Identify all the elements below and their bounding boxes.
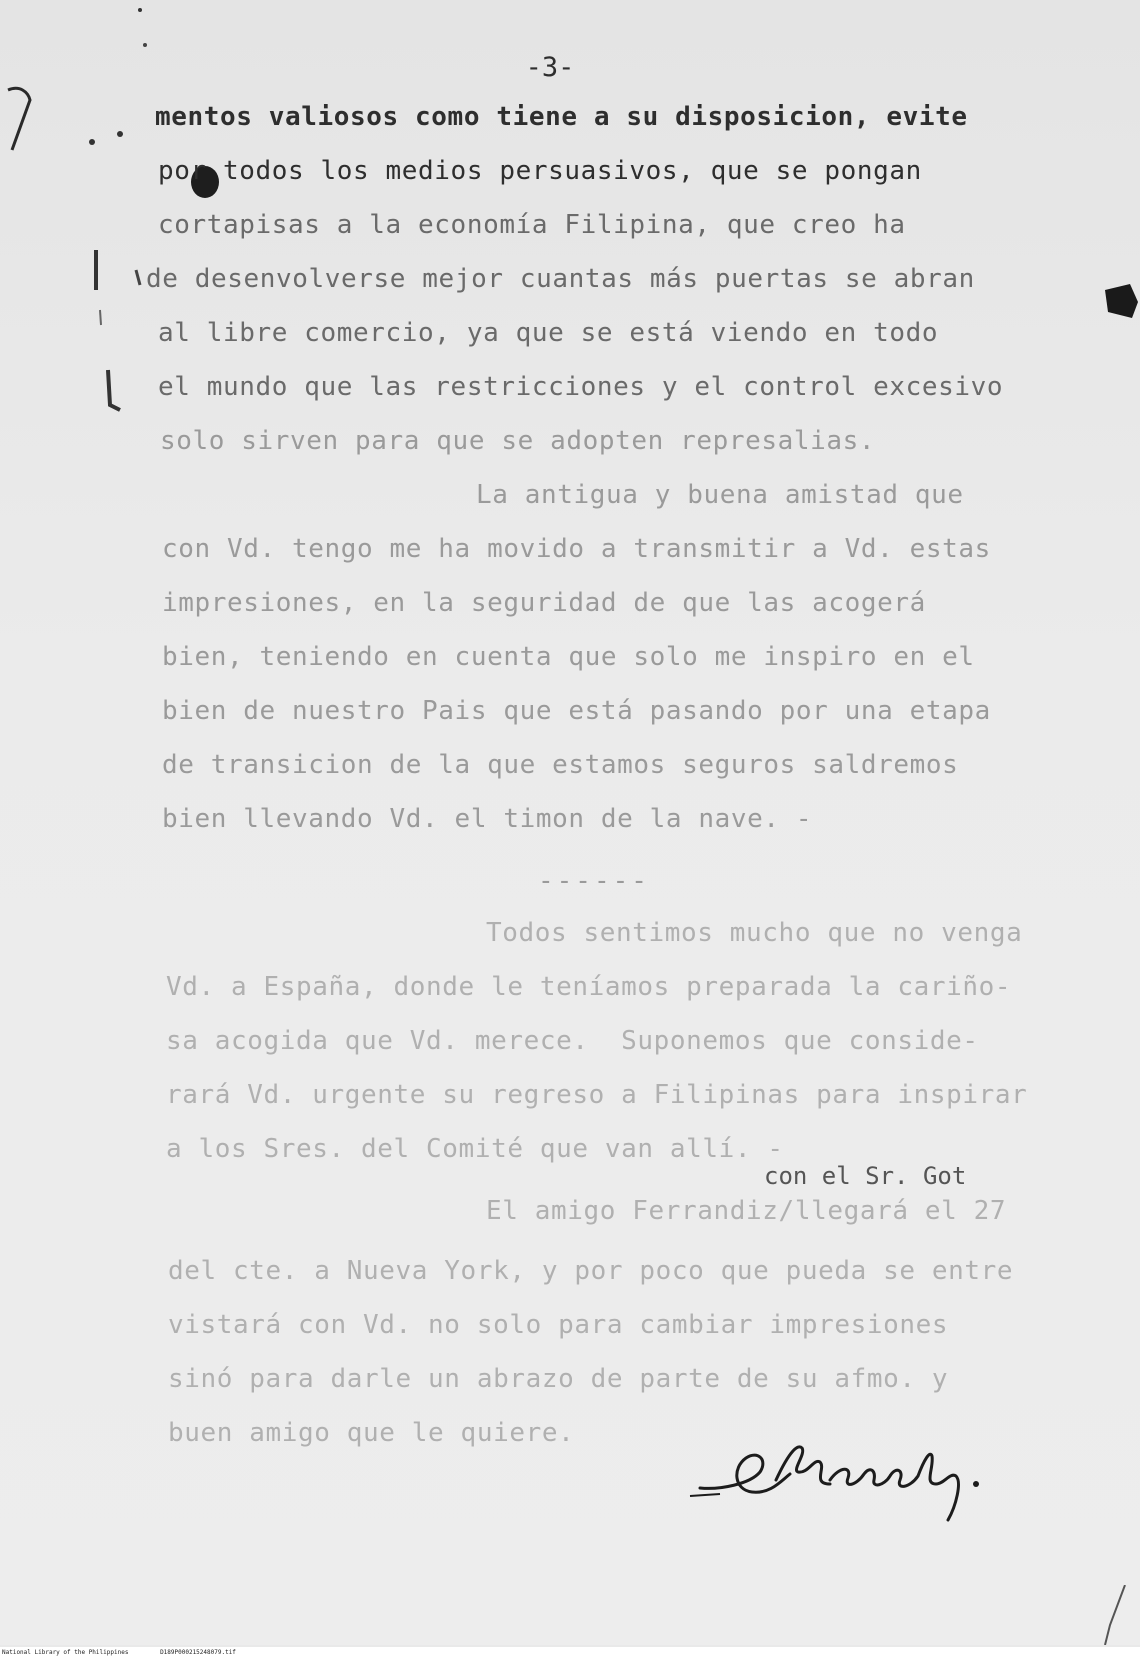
text-line-21: del cte. a Nueva York, y por poco que pueda se entre (168, 1256, 1014, 1286)
text-line-1: mentos valiosos como tiene a su disposicion, evite (155, 102, 968, 132)
text-line-11: bien, teniendo en cuenta que solo me inspiro en el (162, 642, 975, 672)
text-line-4: de desenvolverse mejor cuantas más puertas se abran (146, 264, 975, 294)
text-line-10: impresiones, en la seguridad de que las acogerá (162, 588, 926, 618)
separator-line: ------ (538, 866, 650, 896)
text-line-7: solo sirven para que se adopten represalias. (160, 426, 876, 456)
text-line-3: cortapisas a la economía Filipina, que creo ha (158, 210, 906, 240)
text-line-20: El amigo Ferrandiz/llegará el 27 (486, 1196, 1007, 1226)
text-line-19: a los Sres. del Comité que van allí. - (166, 1134, 784, 1164)
corner-mark (1100, 1585, 1130, 1645)
text-line-12: bien de nuestro Pais que está pasando por una etapa (162, 696, 991, 726)
edge-blot (1100, 282, 1140, 322)
footer-file: D189P000215248079.tif (160, 1649, 236, 1656)
text-line-18: rará Vd. urgente su regreso a Filipinas para inspirar (166, 1080, 1028, 1110)
text-line-13: de transicion de la que estamos seguros saldremos (162, 750, 959, 780)
interlinear-insertion: con el Sr. Got (764, 1162, 967, 1190)
text-line-8: La antigua y buena amistad que (476, 480, 964, 510)
text-line-2: por todos los medios persuasivos, que se pongan (158, 156, 922, 186)
text-line-23: sinó para darle un abrazo de parte de su afmo. y (168, 1364, 949, 1394)
scan-footer (0, 1647, 1140, 1658)
text-line-6: el mundo que las restricciones y el control excesivo (158, 372, 1004, 402)
text-line-9: con Vd. tengo me ha movido a transmitir a Vd. estas (162, 534, 991, 564)
handwritten-signature (680, 1410, 1030, 1530)
page-number: -3- (525, 52, 575, 83)
text-line-5: al libre comercio, ya que se está viendo en todo (158, 318, 939, 348)
text-line-22: vistará con Vd. no solo para cambiar impresiones (168, 1310, 949, 1340)
footer-library: National Library of the Philippines (2, 1649, 129, 1656)
text-line-16: Vd. a España, donde le teníamos preparada la cariño- (166, 972, 1012, 1002)
text-line-15: Todos sentimos mucho que no venga (486, 918, 1023, 948)
text-line-17: sa acogida que Vd. merece. Suponemos que conside- (166, 1026, 979, 1056)
text-line-14: bien llevando Vd. el timon de la nave. - (162, 804, 813, 834)
text-line-24: buen amigo que le quiere. (168, 1418, 575, 1448)
